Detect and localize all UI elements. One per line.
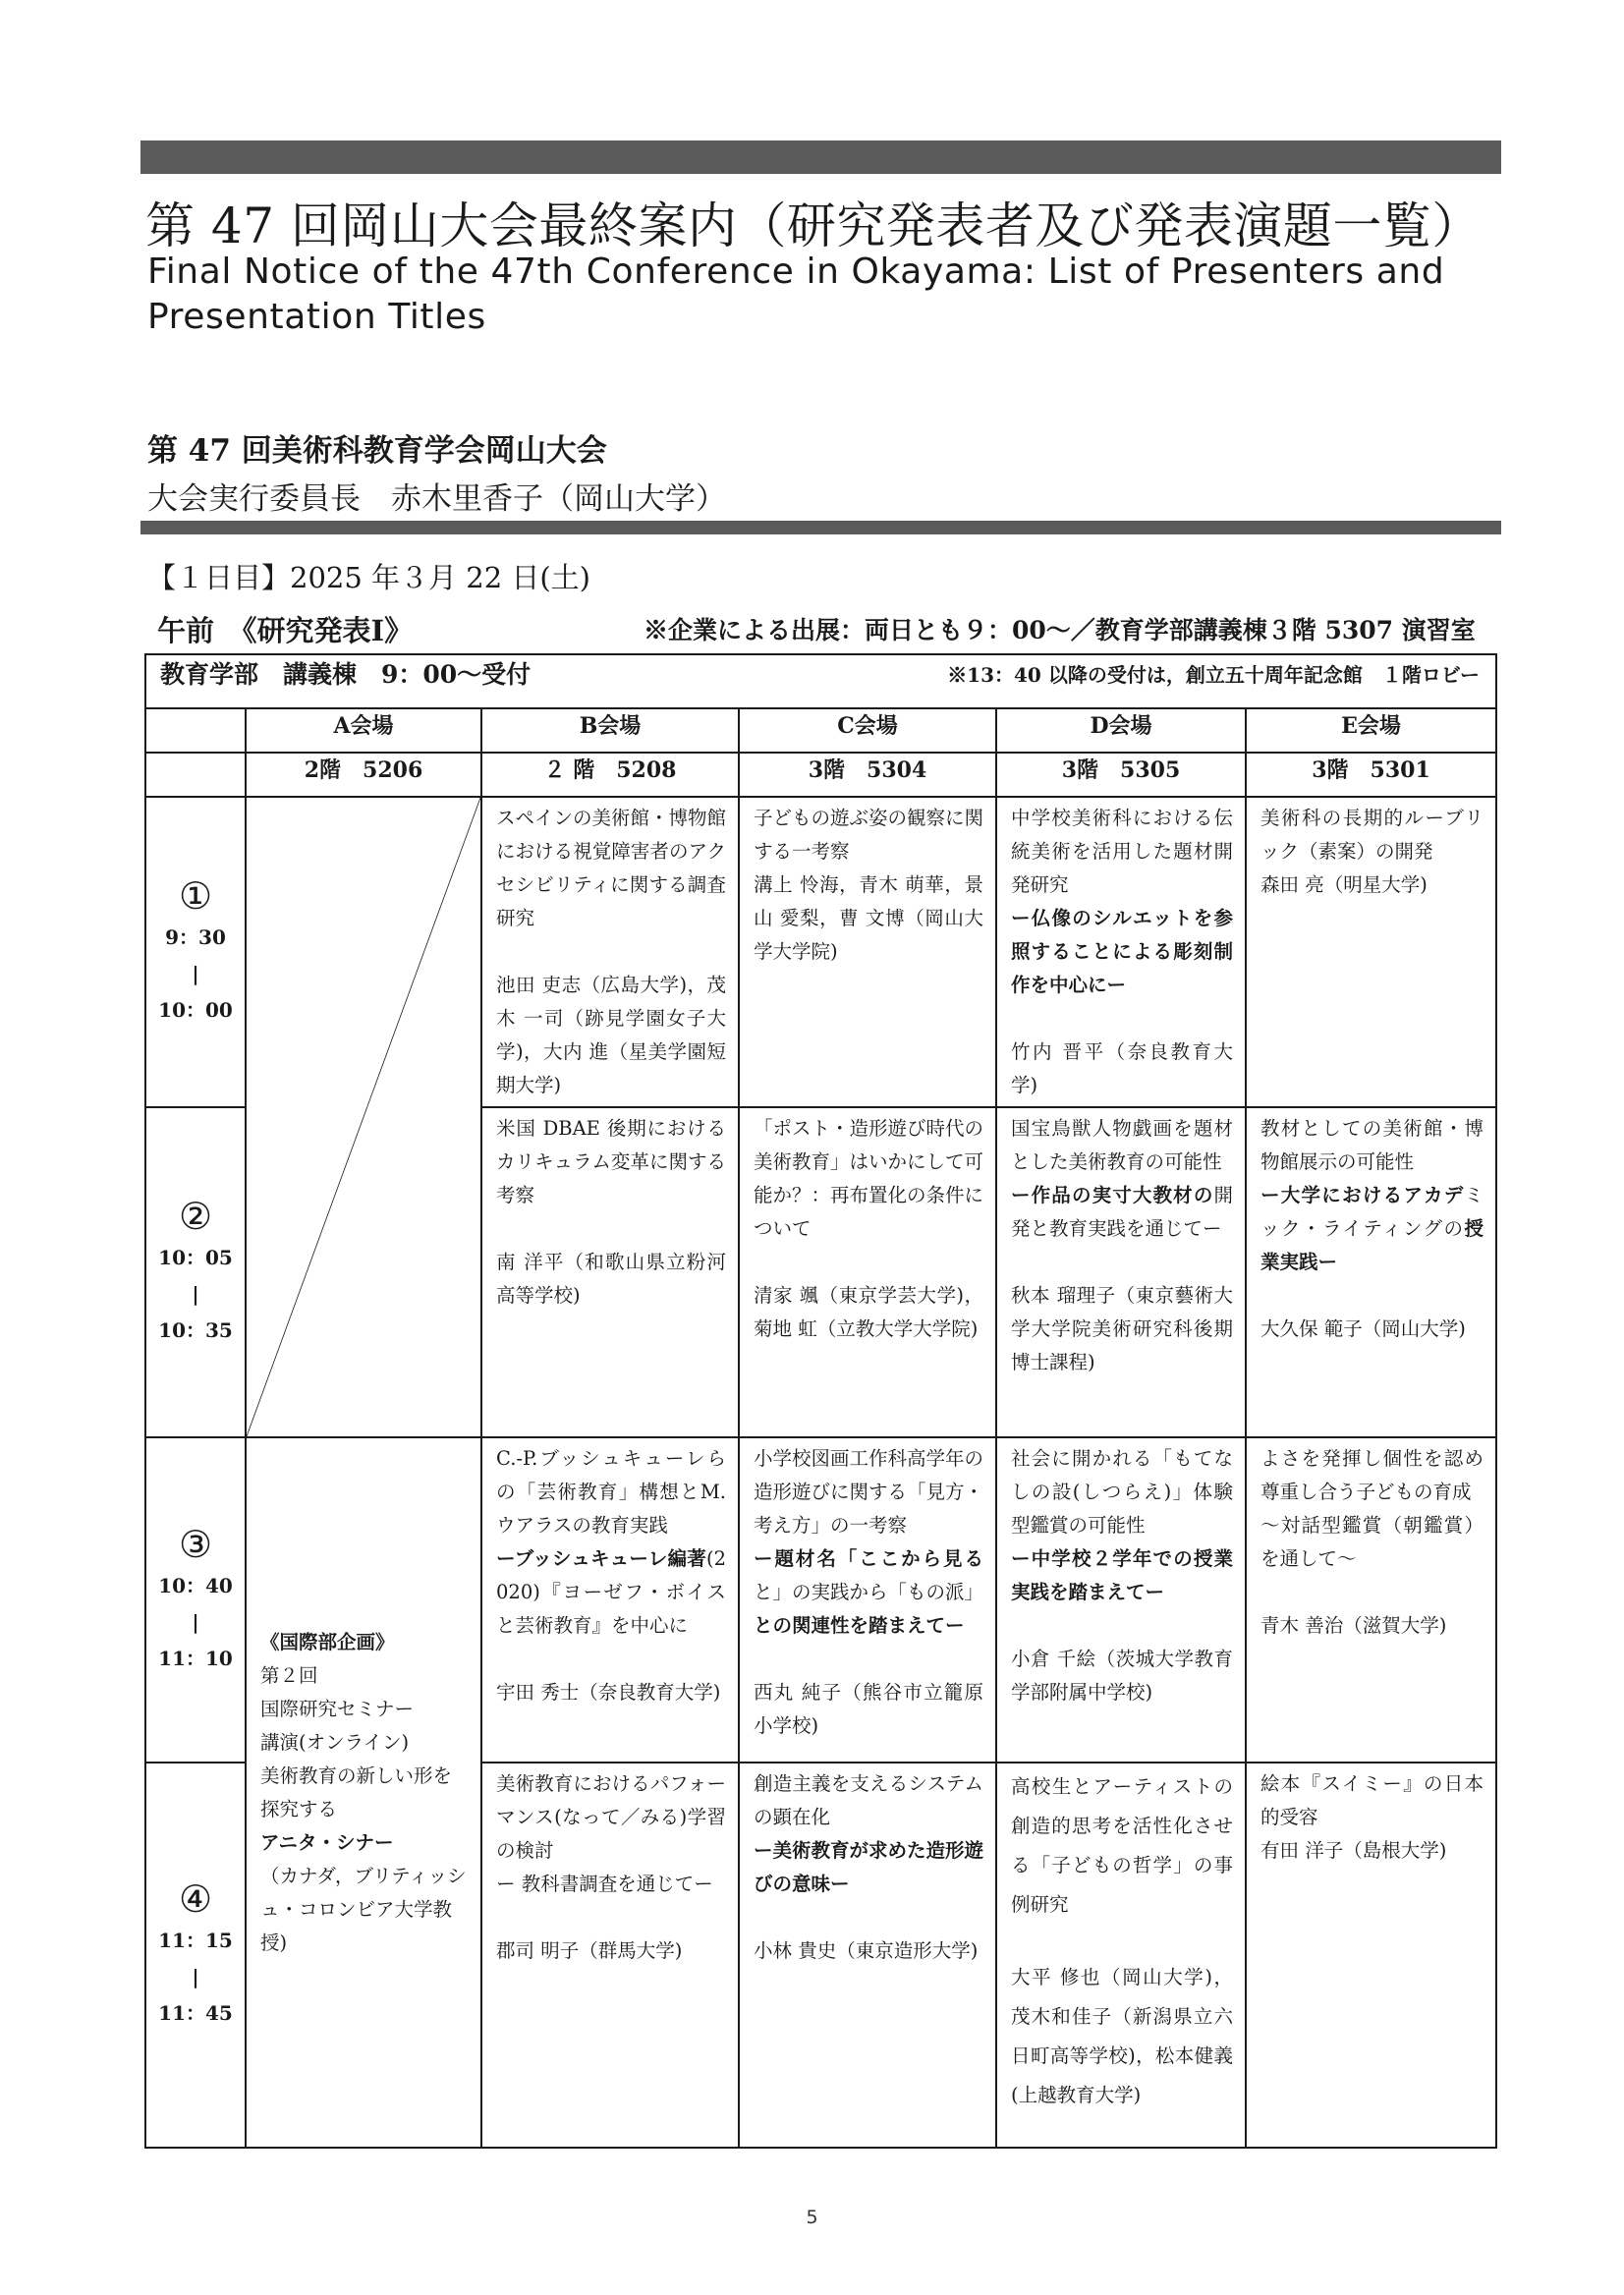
presentation-c2 [739, 1107, 996, 1437]
presentation-d1 [996, 797, 1246, 1107]
presenters: 南 洋平（和歌山県立粉河高等学校) [496, 1251, 726, 1307]
presentation-c3 [739, 1437, 996, 1763]
presenters: 小倉 千絵（茨城大学教育学部附属中学校) [1011, 1648, 1233, 1704]
presenters: 青木 善治（滋賀大学) [1260, 1614, 1447, 1637]
subtitle: ～対話型鑑賞（朝鑑賞）を通して～ [1260, 1514, 1484, 1570]
presentation-e4 [1246, 1763, 1496, 2148]
schedule-table [144, 653, 1497, 2149]
presenters: 溝上 怜海，青木 萌華，景山 愛梨，曹 文博（岡山大学大学院) [754, 873, 983, 963]
subtitle: ー 教科書調査を通じてー [496, 1873, 713, 1895]
presenters: 大平 修也（岡山大学)，茂木和佳子（新潟県立六日町高等学校)，松本健義(上越教育大学) [1011, 1966, 1233, 2106]
venue-late-reception: ※13：40 以降の受付は，創立五十周年記念館 １階ロビー [947, 663, 1481, 687]
slot-4-time [145, 1763, 246, 2148]
subtitle: ー中学校２学年での授業実践を踏まえてー [1011, 1547, 1233, 1603]
presenters: 小林 貴史（東京造形大学) [754, 1939, 979, 1962]
presentation-e2 [1246, 1107, 1496, 1437]
hall-corner [145, 708, 246, 753]
slot-number: ③ [178, 1522, 213, 1566]
presenters: 竹内 晋平（奈良教育大学) [1011, 1040, 1233, 1096]
title: 教材としての美術館・博物館展示の可能性 [1260, 1117, 1484, 1173]
title: よさを発揮し個性を認め尊重し合う子どもの育成 [1260, 1447, 1484, 1503]
slot-number: ① [178, 874, 213, 918]
page-number: 5 [806, 2207, 818, 2228]
diagonal-strike [247, 798, 480, 1436]
presenters: 大久保 範子（岡山大学) [1260, 1317, 1466, 1340]
subtitle: ー題材名「ここから見る [754, 1547, 983, 1570]
slot-start: 10：40 [158, 1573, 233, 1597]
slot-row-3 [145, 1437, 1496, 1763]
presentation-b3 [481, 1437, 739, 1763]
international-session [246, 1437, 481, 2148]
presentation-e3 [1246, 1437, 1496, 1763]
title: 美術教育におけるパフォーマンス(なって／みる)学習の検討 [496, 1772, 726, 1862]
presenters: 西丸 純子（熊谷市立籠原小学校) [754, 1681, 983, 1737]
slot-number: ② [178, 1195, 213, 1238]
slot-end: 10：35 [158, 1318, 233, 1342]
page-title-japanese: 第 47 回岡山大会最終案内（研究発表者及び発表演題一覧） [145, 197, 1482, 254]
intl-speaker: アニタ・シナー [260, 1830, 394, 1854]
session-heading: 午前 《研究発表Ⅰ》 [157, 614, 414, 647]
slot-end: 11：10 [158, 1646, 233, 1670]
subtitle: ー美術教育が求めた造形遊びの意味ー [754, 1839, 984, 1895]
slot-separator: | [192, 1282, 199, 1306]
presenters: 有田 洋子（島根大学) [1260, 1839, 1447, 1862]
hall-row [145, 708, 1496, 753]
subtitle: ー仏像のシルエットを参照することによる彫刻制作を中心にー [1011, 907, 1233, 996]
title: 中学校美術科における伝統美術を活用した題材開発研究 [1011, 807, 1233, 896]
slot-row-1 [145, 797, 1496, 1107]
title: 高校生とアーティストの創造的思考を活性化させる「子どもの哲学」の事例研究 [1011, 1775, 1233, 1916]
venue-header-row [145, 654, 1496, 708]
presenters: 森田 亮（明星大学) [1260, 873, 1428, 896]
slot-1-time [145, 797, 246, 1107]
slot-start: 10：05 [158, 1246, 233, 1269]
exhibit-notice: ※企業による出展：両日とも９：00～／教育学部講義棟３階 5307 演習室 [644, 616, 1476, 644]
presenters: 郡司 明子（群馬大学) [496, 1939, 683, 1962]
title: 社会に開かれる「もてなしの設(しつらえ)」体験型鑑賞の可能性 [1011, 1447, 1233, 1537]
floor-e: 3階 5301 [1246, 753, 1496, 797]
hall-e: E会場 [1246, 708, 1496, 753]
presenters: 秋本 瑠理子（東京藝術大学大学院美術研究科後期博士課程) [1011, 1284, 1233, 1373]
intl-affiliation: （カナダ，ブリティッシュ・コロンビア大学教授) [260, 1864, 467, 1954]
presenters: 池田 吏志（広島大学)，茂木 一司（跡見学園女子大学)，大内 進（星美学園短期大学) [496, 974, 726, 1096]
slot-separator: | [192, 1965, 199, 1988]
committee-chair: 大会実行委員長 赤木里香子（岡山大学） [147, 481, 726, 517]
slot-separator: | [192, 1609, 199, 1634]
floor-b: ２ 階 5208 [481, 753, 739, 797]
subtitle: ーブッシュキューレ編著 [496, 1547, 706, 1570]
presentation-c1 [739, 797, 996, 1107]
title: 絵本『スイミー』の日本的受容 [1260, 1772, 1484, 1828]
subtitle-cont: (2020)『ヨーゼフ・ボイスと芸術教育』を中心に [496, 1547, 726, 1637]
subtitle-end: 授業実践ー [1260, 1217, 1484, 1273]
subtitle-mid: ミック・ライティングの [1260, 1184, 1484, 1240]
intl-line1: 第２回 [260, 1663, 318, 1687]
hall-c: C会場 [739, 708, 996, 753]
intl-line2: 国際研究セミナー [260, 1697, 415, 1720]
presentation-b4 [481, 1763, 739, 2148]
top-decorative-bar [140, 140, 1501, 174]
slot-end: 11：45 [158, 2001, 233, 2025]
presenters: 宇田 秀士（奈良教育大学) [496, 1681, 721, 1704]
slot-start: 9：30 [165, 925, 226, 949]
conference-subheading: 第 47 回美術科教育学会岡山大会 [147, 433, 607, 469]
subtitle: ー作品の実寸大教材の [1011, 1184, 1214, 1206]
venue-header [145, 654, 1496, 708]
title: 美術科の長期的ルーブリック（素案）の開発 [1260, 807, 1484, 863]
subtitle-end: との関連性を踏まえてー [754, 1614, 965, 1637]
floor-a: 2階 5206 [246, 753, 481, 797]
title: 創造主義を支えるシステムの顕在化 [754, 1772, 983, 1828]
title: 米国 DBAE 後期におけるカリキュラム変革に関する考察 [496, 1117, 726, 1206]
title: C.-P.ブッシュキューレらの「芸術教育」構想とM.ウアラスの教育実践 [496, 1447, 726, 1537]
slot-3-time [145, 1437, 246, 1763]
floor-c: 3階 5304 [739, 753, 996, 797]
presenters: 清家 颯（東京学芸大学)，菊地 虹（立教大学大学院) [754, 1284, 983, 1340]
intl-tag: 《国際部企画》 [260, 1630, 395, 1653]
presentation-e1 [1246, 797, 1496, 1107]
presentation-d2 [996, 1107, 1246, 1437]
section-divider-bar [140, 521, 1501, 534]
hall-a: A会場 [246, 708, 481, 753]
floor-row [145, 753, 1496, 797]
page-title-english: Final Notice of the 47th Conference in Okayama: List of Presenters and Presentation Titles [147, 252, 1445, 337]
presentation-b2 [481, 1107, 739, 1437]
slot-separator: | [192, 962, 199, 985]
subtitle-mid: と」の実践から「もの派」 [754, 1581, 984, 1603]
presentation-d4 [996, 1763, 1246, 2148]
venue-reception: 教育学部 講義棟 9：00～受付 [160, 660, 532, 689]
slot-number: ④ [178, 1877, 213, 1921]
title: 国宝鳥獣人物戯画を題材とした美術教育の可能性 [1011, 1117, 1233, 1173]
hall-d: D会場 [996, 708, 1246, 753]
title: 「ポスト・造形遊び時代の美術教育」はいかにして可能か？：再布置化の条件について [754, 1117, 984, 1240]
presentation-d3 [996, 1437, 1246, 1763]
presentation-b1 [481, 797, 739, 1107]
floor-corner [145, 753, 246, 797]
day-heading: 【１日目】2025 年３月 22 日(土) [147, 561, 590, 594]
subtitle-cont: 開発と教育実践を通じてー [1011, 1184, 1233, 1240]
slot-start: 11：15 [158, 1929, 233, 1952]
hall-b: B会場 [481, 708, 739, 753]
floor-d: 3階 5305 [996, 753, 1246, 797]
intl-line3: 講演(オンライン) [260, 1730, 410, 1754]
title: 小学校図画工作科高学年の造形遊びに関する「見方・考え方」の一考察 [754, 1447, 984, 1537]
slot-2-time [145, 1107, 246, 1437]
title: スペインの美術館・博物館における視覚障害者のアクセシビリティに関する調査研究 [496, 807, 727, 929]
intl-theme: 美術教育の新しい形を探究する [260, 1763, 453, 1820]
slot-end: 10：00 [158, 998, 233, 1022]
title: 子どもの遊ぶ姿の観察に関する一考察 [754, 807, 984, 863]
hall-a-empty-cell [246, 797, 481, 1437]
presentation-c4 [739, 1763, 996, 2148]
subtitle: ー大学におけるアカデ [1260, 1184, 1465, 1206]
